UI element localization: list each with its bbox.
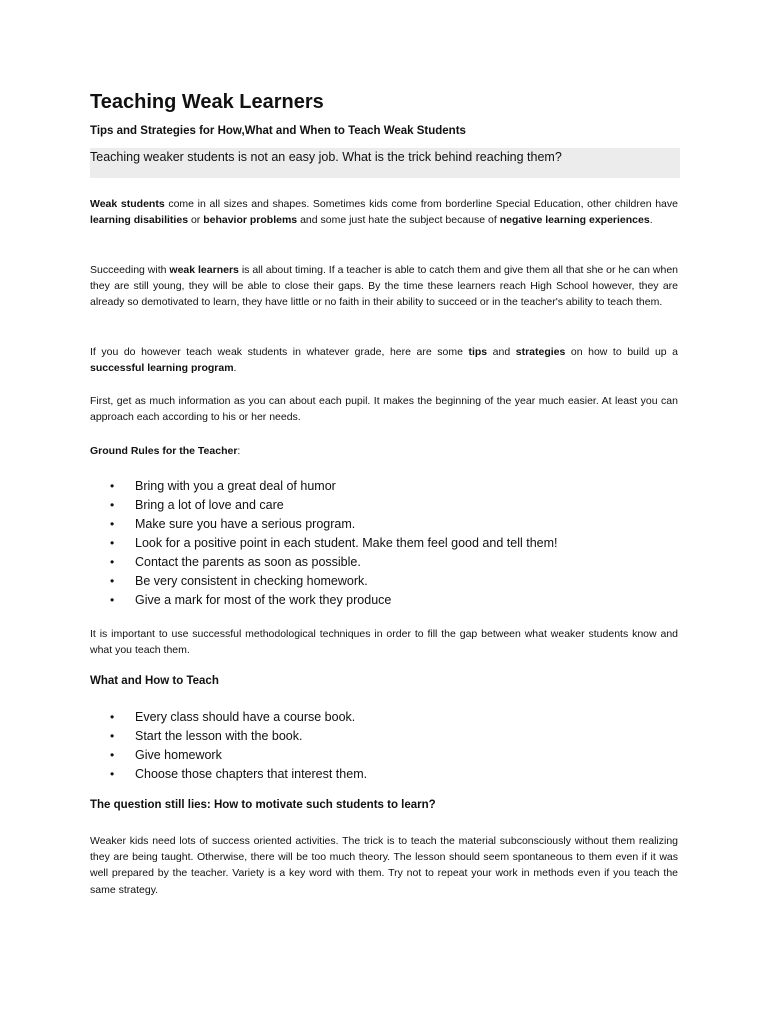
list-item-text: Be very consistent in checking homework. bbox=[135, 574, 368, 588]
page-subtitle: Tips and Strategies for How,What and When to Teach Weak Students bbox=[90, 125, 466, 137]
list-item-text: Bring with you a great deal of humor bbox=[135, 479, 336, 493]
paragraph-information: First, get as much information as you can about each pupil. It makes the beginning of the year much easier. At least you can approach each according to his or her needs. bbox=[90, 395, 678, 424]
paragraph-timing bbox=[90, 262, 678, 311]
what-how-heading: What and How to Teach bbox=[90, 675, 219, 687]
text-run: Succeeding with bbox=[90, 264, 170, 276]
intro-highlight-box bbox=[90, 148, 680, 178]
text-run: on how to build up a bbox=[565, 346, 679, 358]
bold-phrase: weak learners bbox=[169, 264, 239, 276]
bullet-icon: • bbox=[110, 574, 115, 588]
list-item bbox=[90, 591, 557, 610]
bold-phrase: behavior problems bbox=[203, 214, 298, 227]
list-item-text: Bring a lot of love and care bbox=[135, 498, 284, 512]
list-item bbox=[90, 727, 367, 746]
bold-phrase: Weak students bbox=[90, 198, 165, 210]
list-item-text: Choose those chapters that interest them. bbox=[135, 767, 368, 781]
paragraph-tips-strategies bbox=[90, 344, 678, 376]
bold-phrase: negative learning experiences bbox=[499, 214, 650, 227]
text-run: . bbox=[233, 362, 237, 375]
list-item bbox=[90, 746, 367, 765]
what-how-list bbox=[90, 708, 367, 784]
list-item bbox=[90, 572, 557, 591]
list-item bbox=[90, 477, 557, 496]
list-item bbox=[90, 515, 557, 534]
page-title: Teaching Weak Learners bbox=[90, 91, 324, 113]
bullet-icon: • bbox=[110, 767, 115, 781]
bullet-icon: • bbox=[110, 748, 115, 762]
list-item bbox=[90, 553, 557, 572]
list-item bbox=[90, 708, 367, 727]
list-item-text: Give a mark for most of the work they produce bbox=[135, 593, 392, 607]
list-item-text: Give homework bbox=[135, 748, 222, 762]
bullet-icon: • bbox=[110, 536, 115, 550]
bullet-icon: • bbox=[110, 555, 115, 569]
bullet-icon: • bbox=[110, 517, 115, 531]
ground-rules-heading-text: Ground Rules for the Teacher bbox=[90, 445, 238, 457]
list-item-text: Start the lesson with the book. bbox=[135, 729, 303, 743]
list-item bbox=[90, 765, 367, 784]
bold-phrase: successful learning program bbox=[90, 362, 234, 375]
text-run: and bbox=[487, 346, 516, 358]
heading-colon: : bbox=[237, 445, 241, 457]
text-run: and some just hate the subject because of bbox=[297, 214, 500, 227]
list-item bbox=[90, 534, 557, 553]
bold-phrase: strategies bbox=[515, 346, 566, 358]
bold-phrase: learning disabilities bbox=[90, 214, 189, 227]
bold-phrase: tips bbox=[468, 346, 488, 358]
bullet-icon: • bbox=[110, 479, 115, 493]
paragraph-weak-students bbox=[90, 196, 678, 228]
list-item bbox=[90, 496, 557, 515]
bullet-icon: • bbox=[110, 729, 115, 743]
text-run: is all about timing. If a teacher is able to catch them and give them all that she or he can when they are still young, they will be able to close their gaps. By the time these learners reach High School however, they are already so demotivated to learn, they have little or no faith in their ability to succeed or in the teacher's ability to teach them. bbox=[90, 264, 678, 309]
ground-rules-list bbox=[90, 477, 557, 610]
text-run: If you do however teach weak students in whatever grade, here are some bbox=[90, 346, 469, 358]
bullet-icon: • bbox=[110, 710, 115, 724]
list-item-text: Look for a positive point in each student. Make them feel good and tell them! bbox=[135, 536, 558, 550]
list-item-text: Make sure you have a serious program. bbox=[135, 517, 356, 531]
intro-text: Teaching weaker students is not an easy job. What is the trick behind reaching them? bbox=[90, 150, 562, 164]
bullet-icon: • bbox=[110, 498, 115, 512]
text-run: come in all sizes and shapes. Sometimes kids come from borderline Special Education, other children have bbox=[164, 198, 678, 210]
text-run: or bbox=[188, 214, 204, 227]
bullet-icon: • bbox=[110, 593, 115, 607]
text-run: . bbox=[649, 214, 653, 227]
ground-rules-heading bbox=[90, 443, 240, 459]
list-item-text: Contact the parents as soon as possible. bbox=[135, 555, 361, 569]
question-heading: The question still lies: How to motivate such students to learn? bbox=[90, 799, 436, 811]
paragraph-motivation: Weaker kids need lots of success oriented activities. The trick is to teach the material subconsciously without them realizing they are being taught. Otherwise, there will be too much theory. The lesson should seem spontaneous to them even if it was well prepared by the teacher. Variety is a key word with them. Try not to repeat your work in methods even if you teach the same strategy. bbox=[90, 835, 678, 896]
list-item-text: Every class should have a course book. bbox=[135, 710, 356, 724]
paragraph-methodology: It is important to use successful methodological techniques in order to fill the gap between what weaker students know and what you teach them. bbox=[90, 628, 678, 657]
